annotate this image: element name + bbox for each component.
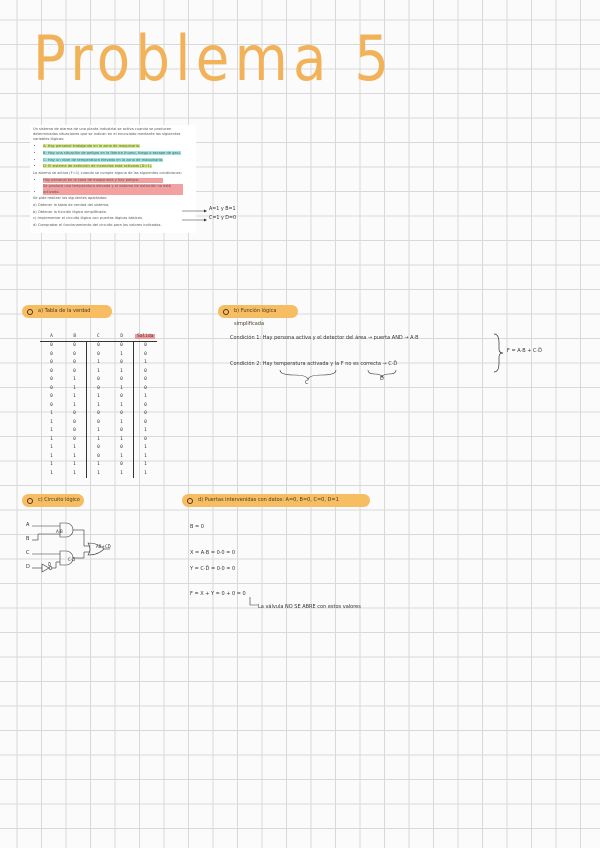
- statement-intro: Un sistema de alarma de una planta industrial se activa cuando se producen determinadas situaciones que se indican en el enunciado mediante las siguientes variables lógicas:: [33, 127, 181, 142]
- circle-bullet-icon: [223, 309, 229, 315]
- note-ab: A=1 y B=1: [209, 207, 236, 212]
- table-cell: 0: [87, 410, 111, 419]
- table-cell: 1: [87, 393, 111, 402]
- input-a-label: A: [26, 522, 30, 528]
- table-cell: 1: [120, 385, 123, 391]
- truth-table-container: [40, 332, 157, 478]
- table-cell: 1: [73, 394, 76, 400]
- function-result: F = A·B + C·D̄: [507, 348, 542, 354]
- table-cell: 1: [87, 461, 111, 470]
- table-cell: 0: [87, 341, 111, 350]
- task-a: a) Obtener la tabla de verdad del sistema.: [33, 202, 110, 207]
- table-row: [40, 418, 157, 427]
- table-cell: 1: [73, 402, 76, 408]
- table-cell: 1: [50, 462, 53, 468]
- logic-circuit: [24, 516, 134, 578]
- table-cell: 0: [134, 418, 158, 427]
- table-cell: 1: [134, 461, 158, 470]
- table-cell: 0: [87, 384, 111, 393]
- truth-table: [40, 332, 157, 478]
- table-cell: 0: [134, 367, 158, 376]
- table-row: [40, 376, 157, 385]
- table-cell: 1: [50, 436, 53, 442]
- table-cell: 0: [73, 360, 76, 366]
- table-cell: 0: [50, 385, 53, 391]
- or-output-label: AB+CD̄: [96, 544, 111, 549]
- table-cell: 1: [120, 453, 123, 459]
- check-f-line: F = X + Y = 0 + 0 = 0: [190, 591, 246, 597]
- table-cell: 0: [134, 384, 158, 393]
- truth-table-header-1: B: [63, 332, 87, 341]
- table-cell: 1: [120, 351, 123, 357]
- truth-table-header-2: C: [87, 332, 111, 341]
- table-cell: 0: [120, 462, 123, 468]
- section-b-header: b) Función lógica simplificada: [218, 305, 298, 318]
- condition-1: • Hay personal en la zona de maquinaria y hay peligro.: [43, 178, 193, 183]
- table-cell: 1: [134, 452, 158, 461]
- table-cell: 0: [134, 435, 158, 444]
- table-row: [40, 384, 157, 393]
- table-cell: 1: [87, 367, 111, 376]
- table-cell: 0: [120, 377, 123, 383]
- table-cell: 1: [73, 453, 76, 459]
- and1-label: A·B: [56, 529, 63, 534]
- table-cell: 1: [87, 469, 111, 478]
- table-cell: 0: [134, 376, 158, 385]
- table-cell: 1: [73, 462, 76, 468]
- right-brace: [492, 333, 504, 373]
- arrow-icon: [248, 596, 260, 608]
- table-cell: 0: [87, 444, 111, 453]
- condition-2: • Se produce una temperatura elevada y el sistema de extinción no está activado.: [43, 184, 193, 194]
- table-cell: 1: [50, 445, 53, 451]
- check-conclusion: La válvula NO SE ABRE con estos valores: [258, 604, 361, 610]
- table-row: [40, 427, 157, 436]
- table-row: [40, 359, 157, 368]
- table-cell: 1: [73, 377, 76, 383]
- input-d-label: D: [26, 564, 30, 570]
- table-cell: 1: [87, 435, 111, 444]
- table-cell: 0: [73, 368, 76, 374]
- brace-label-d: D̄: [380, 376, 384, 382]
- table-cell: 0: [73, 411, 76, 417]
- table-cell: 0: [73, 351, 76, 357]
- truth-table-header-3: D: [110, 332, 134, 341]
- table-cell: 0: [120, 394, 123, 400]
- task-b: b) Obtener la función lógica simplificada.: [33, 209, 107, 214]
- table-cell: 1: [120, 470, 123, 476]
- table-cell: 0: [73, 428, 76, 434]
- table-cell: 0: [134, 341, 158, 350]
- check-b-line: B = 0: [190, 524, 204, 530]
- table-row: [40, 367, 157, 376]
- table-cell: 1: [73, 385, 76, 391]
- section-c-header: c) Circuito lógico: [22, 494, 84, 507]
- table-cell: 1: [73, 470, 76, 476]
- table-cell: 0: [134, 410, 158, 419]
- table-cell: 0: [120, 360, 123, 366]
- table-cell: 0: [73, 343, 76, 349]
- table-cell: 1: [50, 419, 53, 425]
- table-cell: 0: [87, 418, 111, 427]
- tasks-intro: Se pide realizar los siguientes apartados:: [33, 196, 108, 201]
- section-d-header: d) Puertas intervenidas con datos: A=0, B=0, C=0, D=1: [182, 494, 370, 507]
- table-cell: 0: [50, 394, 53, 400]
- table-cell: 1: [120, 368, 123, 374]
- table-cell: 1: [134, 359, 158, 368]
- problem-statement: [30, 125, 196, 233]
- circle-bullet-icon: [27, 309, 33, 315]
- table-row: [40, 350, 157, 359]
- table-row: [40, 452, 157, 461]
- table-cell: 1: [120, 436, 123, 442]
- task-c: c) Implementar el circuito lógico con puertas lógicas básicas.: [33, 216, 143, 221]
- table-cell: 1: [134, 427, 158, 436]
- variable-c: • C: Hay un nivel de temperatura elevado en la zona de maquinaria.: [43, 158, 193, 163]
- table-row: [40, 461, 157, 470]
- table-cell: 1: [50, 470, 53, 476]
- truth-table-header-4: [134, 332, 158, 341]
- variables-list: [33, 144, 193, 169]
- table-cell: 0: [87, 376, 111, 385]
- brace-label-c: C: [305, 380, 309, 386]
- condition-2-note: Condición 2: Hay temperatura activada y la F no es correcta → C·D̄: [230, 361, 398, 367]
- table-row: [40, 435, 157, 444]
- table-cell: 1: [134, 444, 158, 453]
- variable-a: • A: Hay personal trabajando en la zona de maquinaria.: [43, 144, 193, 149]
- table-cell: 1: [50, 428, 53, 434]
- table-cell: 1: [50, 411, 53, 417]
- check-y-line: Y = C·D̄ = 0·0 = 0: [190, 566, 236, 572]
- table-cell: 0: [120, 428, 123, 434]
- conditions-intro: La alarma se activa (F=1) cuando se cumple alguna de las siguientes condiciones:: [33, 170, 182, 175]
- table-cell: 1: [87, 401, 111, 410]
- salida-header-label: Salida: [137, 333, 154, 339]
- table-cell: 0: [50, 368, 53, 374]
- table-row: [40, 444, 157, 453]
- table-row: [40, 393, 157, 402]
- table-row: [40, 469, 157, 478]
- table-cell: 0: [50, 402, 53, 408]
- page-title: Problema 5: [33, 22, 395, 95]
- check-x-line: X = A·B = 0·0 = 0: [190, 550, 236, 556]
- task-d: d) Comprobar el funcionamiento del circuito para los valores indicados.: [33, 223, 162, 228]
- conditions-list: [33, 178, 193, 195]
- table-cell: 1: [120, 402, 123, 408]
- table-cell: 1: [73, 445, 76, 451]
- table-cell: 1: [87, 359, 111, 368]
- table-cell: 0: [134, 350, 158, 359]
- table-cell: 0: [50, 351, 53, 357]
- variable-b: • B: Hay una situación de peligro en la fábrica (humo, fuego o escape de gas).: [43, 151, 193, 156]
- table-row: [40, 341, 157, 350]
- table-row: [40, 410, 157, 419]
- table-cell: 0: [134, 401, 158, 410]
- note-cd: C=1 y D=0: [209, 216, 237, 221]
- table-cell: 1: [134, 469, 158, 478]
- table-cell: 1: [50, 453, 53, 459]
- table-cell: 0: [87, 452, 111, 461]
- table-cell: 0: [87, 350, 111, 359]
- section-a-header: a) Tabla de la verdad: [22, 305, 112, 318]
- circle-bullet-icon: [27, 498, 33, 504]
- variable-d: • D: El sistema de extinción de incendios está activado (D=1).: [43, 164, 193, 169]
- table-cell: 1: [87, 427, 111, 436]
- table-cell: 0: [73, 419, 76, 425]
- table-cell: 0: [50, 360, 53, 366]
- table-cell: 1: [120, 419, 123, 425]
- condition-1-note: Condición 1: Hay persona activa y el detector del área → puerta AND → A·B: [230, 335, 419, 341]
- input-c-label: C: [26, 550, 30, 556]
- and2-label: C·D̄: [68, 557, 76, 562]
- circle-bullet-icon: [187, 498, 193, 504]
- table-cell: 1: [134, 393, 158, 402]
- truth-table-header-0: A: [40, 332, 63, 341]
- table-cell: 0: [50, 343, 53, 349]
- table-cell: 0: [120, 411, 123, 417]
- table-cell: 0: [120, 445, 123, 451]
- table-row: [40, 401, 157, 410]
- table-cell: 0: [73, 436, 76, 442]
- table-cell: 0: [50, 377, 53, 383]
- not-label: D̄: [48, 562, 52, 567]
- table-cell: 0: [120, 343, 123, 349]
- input-b-label: B: [26, 536, 30, 542]
